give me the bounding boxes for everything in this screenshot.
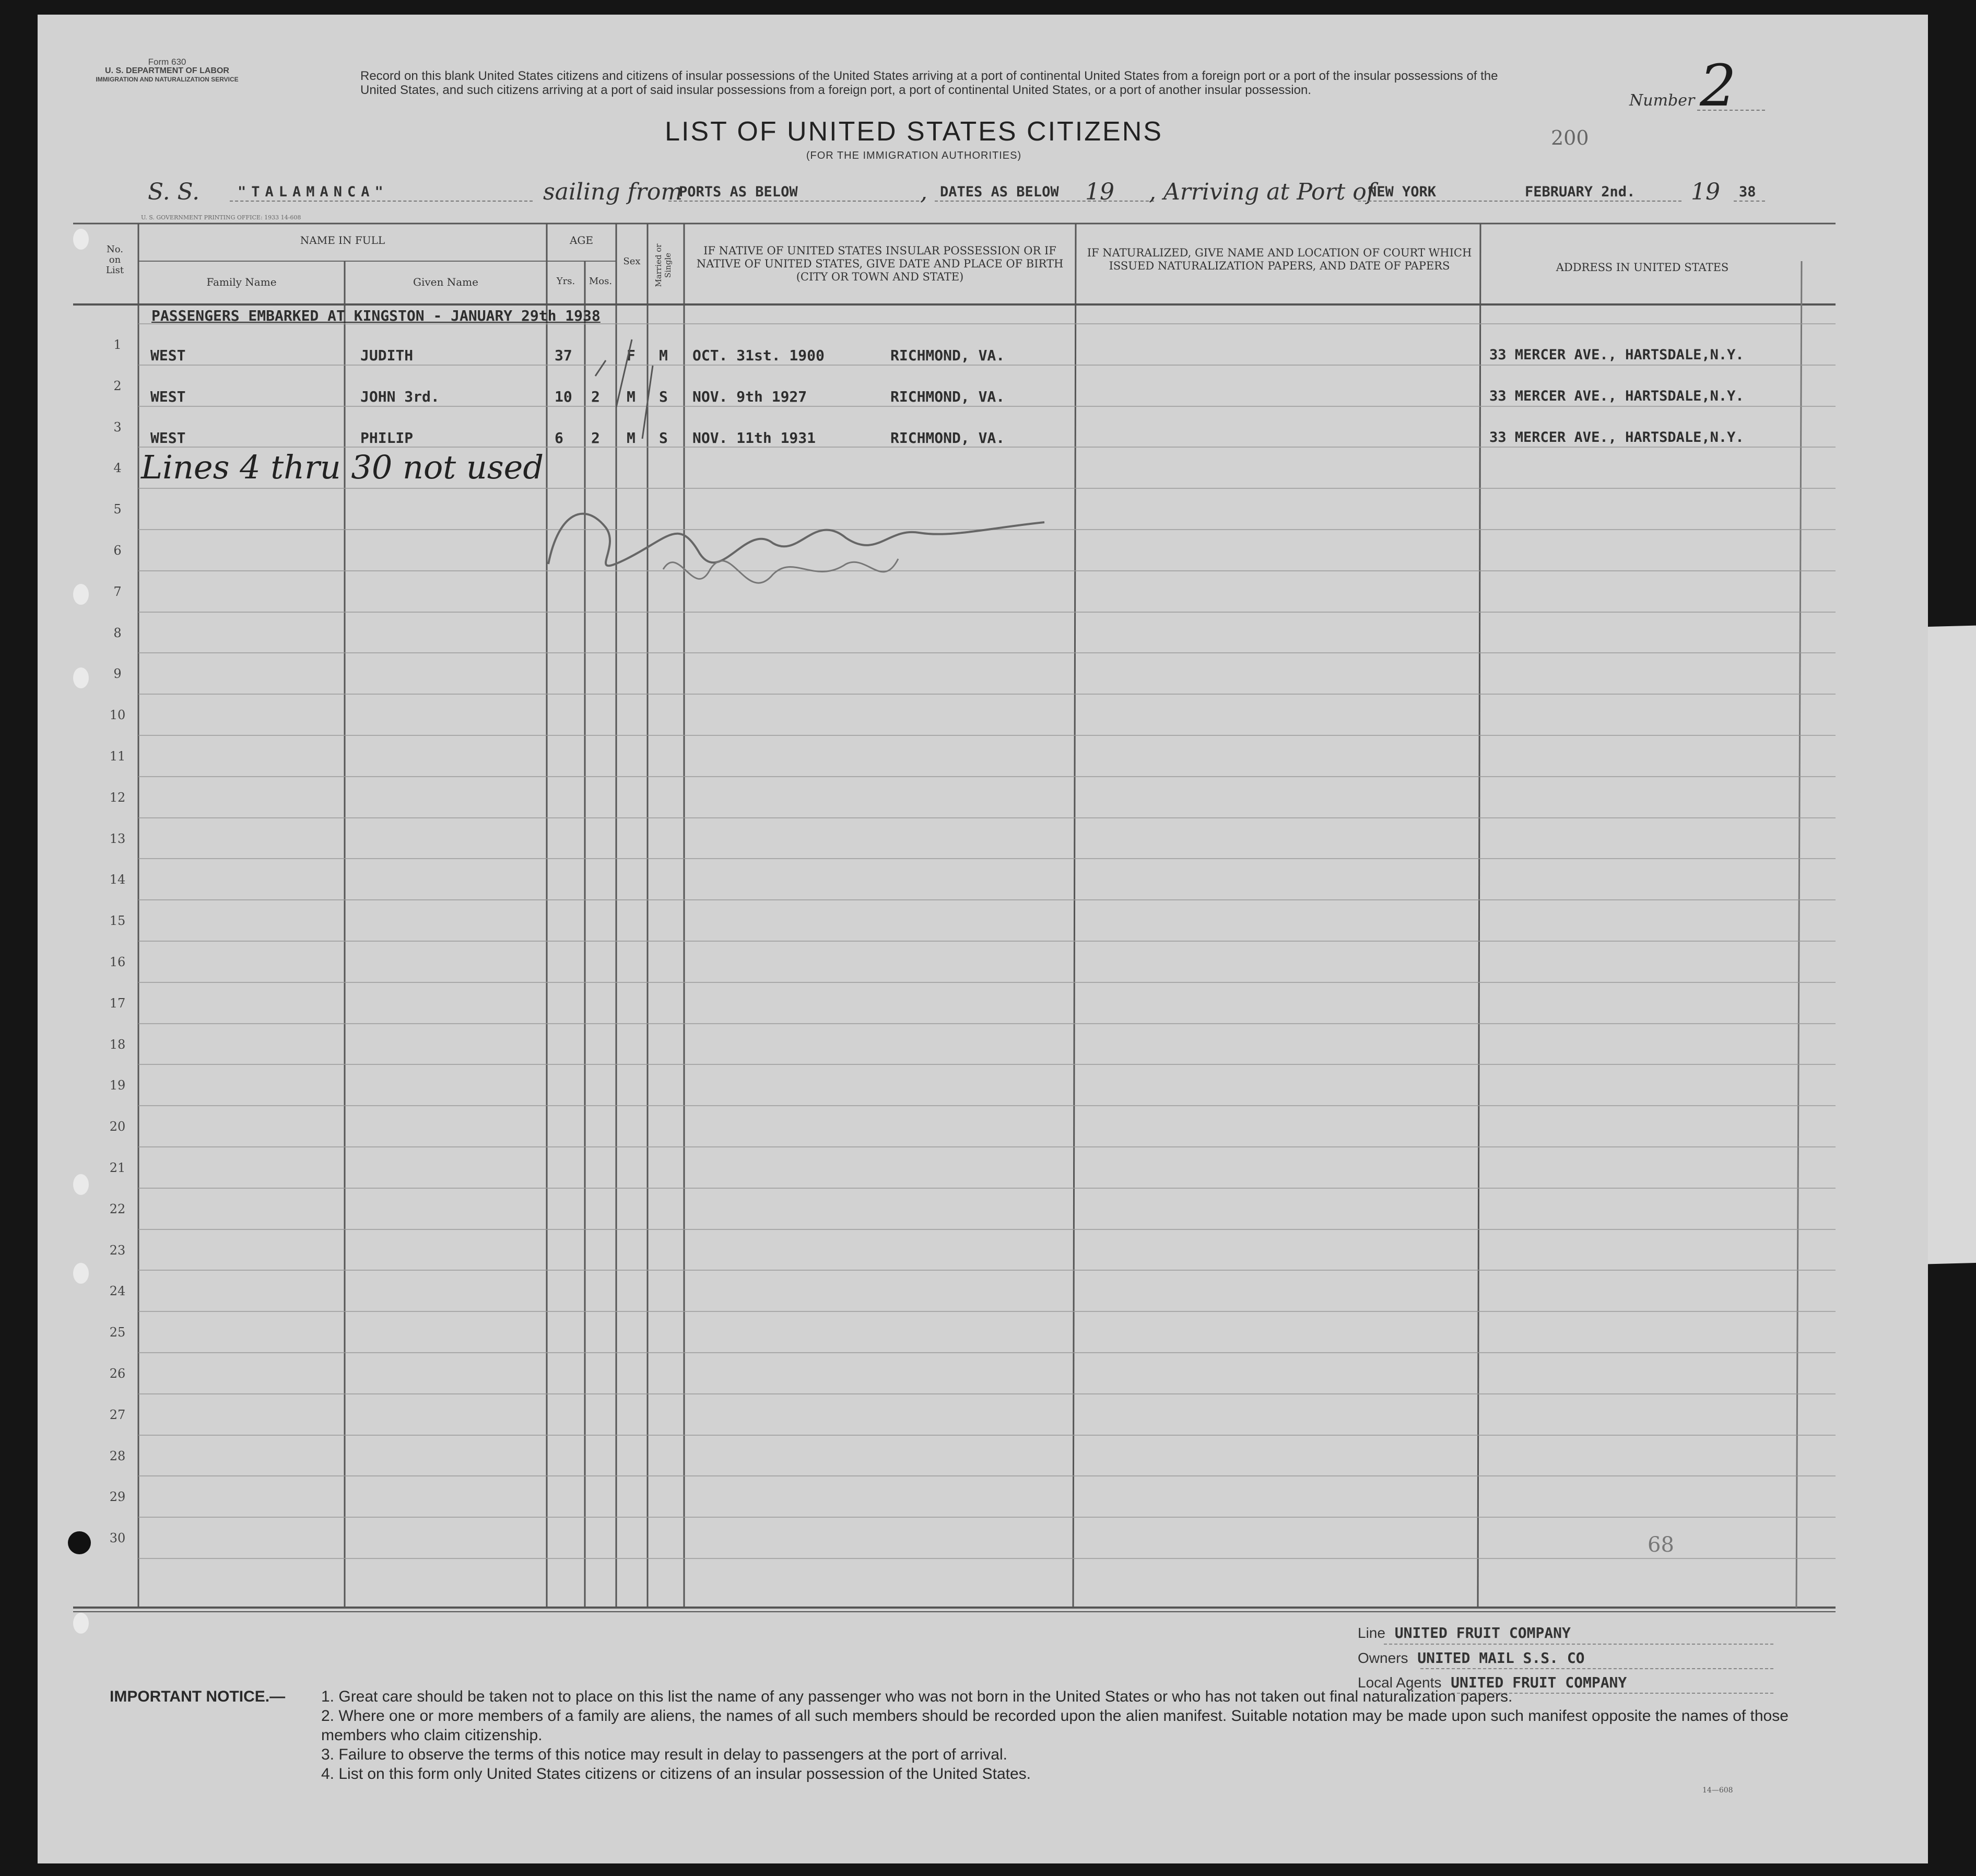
family-name-cell: WEST [150, 429, 186, 447]
header-naturalized: IF NATURALIZED, GIVE NAME AND LOCATION OF COURT WHICH ISSUED NATURALIZATION PAPERS, AND DATE OF PAPERS [1087, 247, 1472, 272]
given-name-cell: JUDITH [360, 347, 414, 364]
sex-cell: M [627, 388, 636, 405]
local-agents-value: UNITED FRUIT COMPANY [1451, 1674, 1627, 1691]
notice-item: 1. Great care should be taken not to place on this list the name of any passenger who was not born in the United States or who has not taken out final naturalization papers. [321, 1688, 1513, 1705]
address-cell: 33 MERCER AVE., HARTSDALE,N.Y. [1489, 388, 1744, 404]
header-given-name: Given Name [413, 276, 478, 288]
row-number: 29 [109, 1490, 126, 1504]
stamp-68: 68 [1648, 1533, 1674, 1557]
address-cell: 33 MERCER AVE., HARTSDALE,N.Y. [1489, 429, 1744, 445]
number-label: Number [1629, 91, 1695, 110]
notice-item: 4. List on this form only United States citizens or citizens of an insular possession of the United States. [321, 1765, 1031, 1783]
year-prefix: 19 [1085, 179, 1114, 205]
dates: DATES AS BELOW [940, 184, 1059, 200]
page-title: LIST OF UNITED STATES CITIZENS [665, 116, 1163, 147]
header-sex: Sex [623, 256, 641, 267]
row-number: 15 [109, 913, 126, 928]
header-yrs: Yrs. [556, 276, 575, 287]
line-label: Line [1358, 1625, 1385, 1641]
marital-status-cell: S [659, 388, 668, 405]
line-value: UNITED FRUIT COMPANY [1394, 1624, 1571, 1642]
row-number: 8 [113, 626, 122, 640]
printing-note: U. S. GOVERNMENT PRINTING OFFICE: 1933 14-608 [141, 214, 301, 221]
header-no: No. on List [105, 244, 124, 276]
age-years-cell: 37 [555, 347, 572, 364]
row-number: 21 [109, 1160, 126, 1175]
header-name-in-full: NAME IN FULL [300, 234, 385, 247]
given-name-cell: JOHN 3rd. [360, 388, 440, 405]
given-name-cell: PHILIP [360, 429, 414, 447]
arrival-port: NEW YORK [1368, 184, 1437, 200]
family-name-cell: WEST [150, 388, 186, 405]
number-value: 2 [1700, 52, 1736, 119]
owners-field [1358, 1649, 1585, 1667]
form-number: Form 630 [148, 57, 186, 67]
row-number: 28 [109, 1449, 126, 1463]
form-code: 14—608 [1702, 1786, 1733, 1795]
row-number: 20 [109, 1119, 126, 1134]
birth-date-cell: NOV. 11th 1931 [692, 429, 816, 447]
header-married: Married or Single [654, 243, 673, 287]
row-number: 2 [113, 379, 122, 393]
stamp-number: 200 [1551, 126, 1589, 149]
line-field [1358, 1624, 1571, 1642]
sailing-label: sailing from [543, 179, 683, 205]
ship-name: "TALAMANCA" [238, 184, 389, 200]
row-number: 13 [109, 831, 126, 846]
row-number: 6 [113, 543, 122, 558]
header-address: ADDRESS IN UNITED STATES [1556, 261, 1729, 274]
header-family-name: Family Name [206, 276, 277, 288]
row-number: 14 [109, 872, 126, 887]
row-number: 19 [109, 1078, 126, 1093]
row-number: 7 [113, 584, 122, 599]
notice-label: IMPORTANT NOTICE.— [110, 1688, 286, 1705]
arrival-year-suffix: 38 [1739, 184, 1756, 200]
age-years-cell: 10 [555, 388, 572, 405]
marital-status-cell: M [659, 347, 668, 364]
notice-item: 3. Failure to observe the terms of this notice may result in delay to passengers at the port of arrival. [321, 1746, 1007, 1763]
birth-date-cell: NOV. 9th 1927 [692, 388, 807, 405]
row-number: 26 [109, 1366, 126, 1381]
birth-place-cell: RICHMOND, VA. [890, 388, 1005, 405]
section-note: PASSENGERS EMBARKED AT KINGSTON - JANUARY 29th 1938 [151, 307, 601, 324]
row-number: 22 [109, 1202, 126, 1216]
handwritten-note: Lines 4 thru 30 not used [141, 448, 544, 486]
sex-cell: F [627, 347, 636, 364]
age-years-cell: 6 [555, 429, 563, 447]
row-number: 3 [113, 420, 122, 435]
row-number: 10 [109, 708, 126, 722]
arriving-label: , Arriving at Port of [1149, 179, 1375, 205]
notice-item: 2. Where one or more members of a family are aliens, the names of all such members should be recorded upon the alien manifest. Suitable notation may be made upon such manifest opposite the names of those members who claim citizenship. [321, 1707, 1789, 1744]
page-subtitle: (FOR THE IMMIGRATION AUTHORITIES) [806, 150, 1022, 161]
arrival-year: 19 [1691, 179, 1720, 205]
birth-place-cell: RICHMOND, VA. [890, 429, 1005, 447]
check-marks [574, 313, 679, 444]
age-months-cell: 2 [591, 388, 600, 405]
birth-date-cell: OCT. 31st. 1900 [692, 347, 825, 364]
row-number: 5 [113, 502, 122, 517]
comma: , [920, 179, 927, 205]
row-number: 18 [109, 1037, 126, 1052]
header-mos: Mos. [589, 276, 613, 287]
family-name-cell: WEST [150, 347, 186, 364]
row-number: 9 [113, 666, 122, 681]
ss-label: S. S. [148, 179, 200, 205]
row-number: 1 [113, 337, 122, 352]
row-number: 25 [109, 1325, 126, 1340]
arrival-date: FEBRUARY 2nd. [1525, 184, 1636, 200]
birth-place-cell: RICHMOND, VA. [890, 347, 1005, 364]
row-number: 16 [109, 955, 126, 969]
department: U. S. DEPARTMENT OF LABOR [105, 66, 229, 75]
sailing-from: PORTS AS BELOW [679, 184, 798, 200]
local-agents-label: Local Agents [1358, 1674, 1442, 1691]
header-age: AGE [569, 234, 594, 247]
preamble-text: Record on this blank United States citizens and citizens of insular possessions of the United States arriving at a port of continental United States from a foreign port or a port of the insular possessions of the United States, and such citizens arriving at a port of said insular possessions from a foreign port, a port of continental United States, or a port of another insular possession. [360, 69, 1498, 97]
row-number: 27 [109, 1408, 126, 1422]
address-cell: 33 MERCER AVE., HARTSDALE,N.Y. [1489, 347, 1744, 363]
row-number: 23 [109, 1243, 126, 1258]
row-number: 30 [109, 1531, 126, 1545]
signature [522, 480, 1201, 637]
row-number: 12 [109, 790, 126, 805]
service: IMMIGRATION AND NATURALIZATION SERVICE [96, 76, 239, 83]
header-native: IF NATIVE OF UNITED STATES INSULAR POSSESSION OR IF NATIVE OF UNITED STATES, GIVE DATE AND PLACE OF BIRTH (CITY OR TOWN AND STATE) [696, 244, 1064, 283]
sex-cell: M [627, 429, 636, 447]
row-number: 11 [109, 749, 126, 764]
marital-status-cell: S [659, 429, 668, 447]
row-number: 17 [109, 996, 126, 1011]
important-notice [110, 1687, 1833, 1784]
row-number: 24 [109, 1284, 126, 1298]
owners-value: UNITED MAIL S.S. CO [1417, 1649, 1585, 1667]
row-number: 4 [113, 461, 122, 475]
owners-label: Owners [1358, 1650, 1408, 1666]
age-months-cell: 2 [591, 429, 600, 447]
